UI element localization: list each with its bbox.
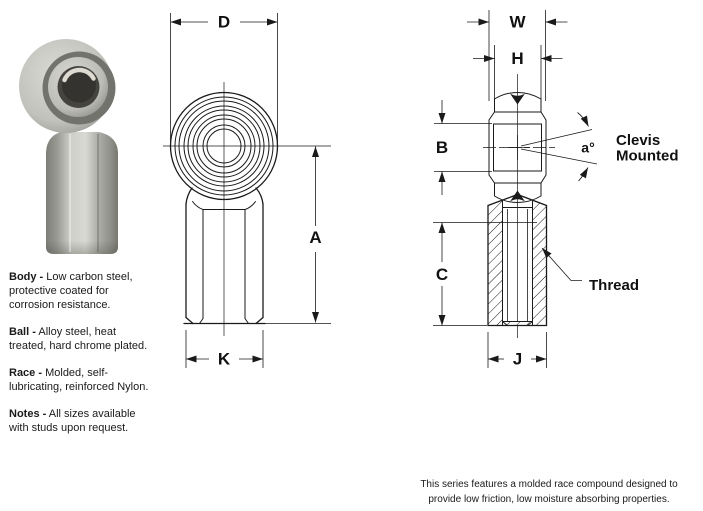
dim-label-k: K (217, 349, 231, 369)
spec-label: Ball - (9, 326, 36, 338)
dim-label-c: C (435, 265, 449, 284)
spec-item-ball (9, 325, 155, 353)
series-note-line1: This series features a molded race compound designed to (420, 479, 678, 490)
dim-label-b: B (435, 138, 449, 157)
spec-text: All sizes available with studs upon request. (9, 408, 136, 434)
series-note (401, 477, 697, 507)
series-note-line2: provide low friction, low moisture absorbing properties. (428, 494, 670, 505)
spec-label: Notes - (9, 408, 47, 420)
dim-label-a: A (309, 228, 322, 247)
dim-label-d: D (217, 12, 231, 32)
spec-item-race (9, 366, 155, 394)
spec-text: Alloy steel, heat treated, hard chrome plated. (9, 326, 148, 352)
front-view-drawing (163, 13, 331, 369)
clevis-mounted-label-line2: Mounted (616, 147, 679, 165)
thread-label: Thread (589, 277, 640, 294)
photo-shank-shadow (46, 200, 118, 254)
dim-label-angle: a° (581, 139, 595, 156)
spec-item-body (9, 270, 155, 312)
spec-label: Race - (9, 367, 43, 379)
thread-leader (542, 248, 582, 281)
spec-text: Molded, self-lubricating, reinforced Nylon. (9, 367, 149, 393)
spec-label: Body - (9, 271, 44, 283)
spec-item-notes (9, 407, 155, 435)
clevis-mounted-label-line1: Clevis (616, 132, 661, 149)
front-shank-outline (184, 188, 265, 324)
dim-label-w: W (509, 12, 526, 32)
dim-c (433, 223, 537, 326)
spec-text: Low carbon steel, protective coated for corrosion resistance. (9, 271, 133, 311)
dim-label-h: H (511, 49, 524, 68)
product-photo (19, 39, 118, 254)
material-specs (9, 270, 155, 448)
ball-center-mark (505, 135, 530, 160)
dim-label-j: J (512, 349, 523, 369)
side-view-drawing (433, 10, 678, 369)
